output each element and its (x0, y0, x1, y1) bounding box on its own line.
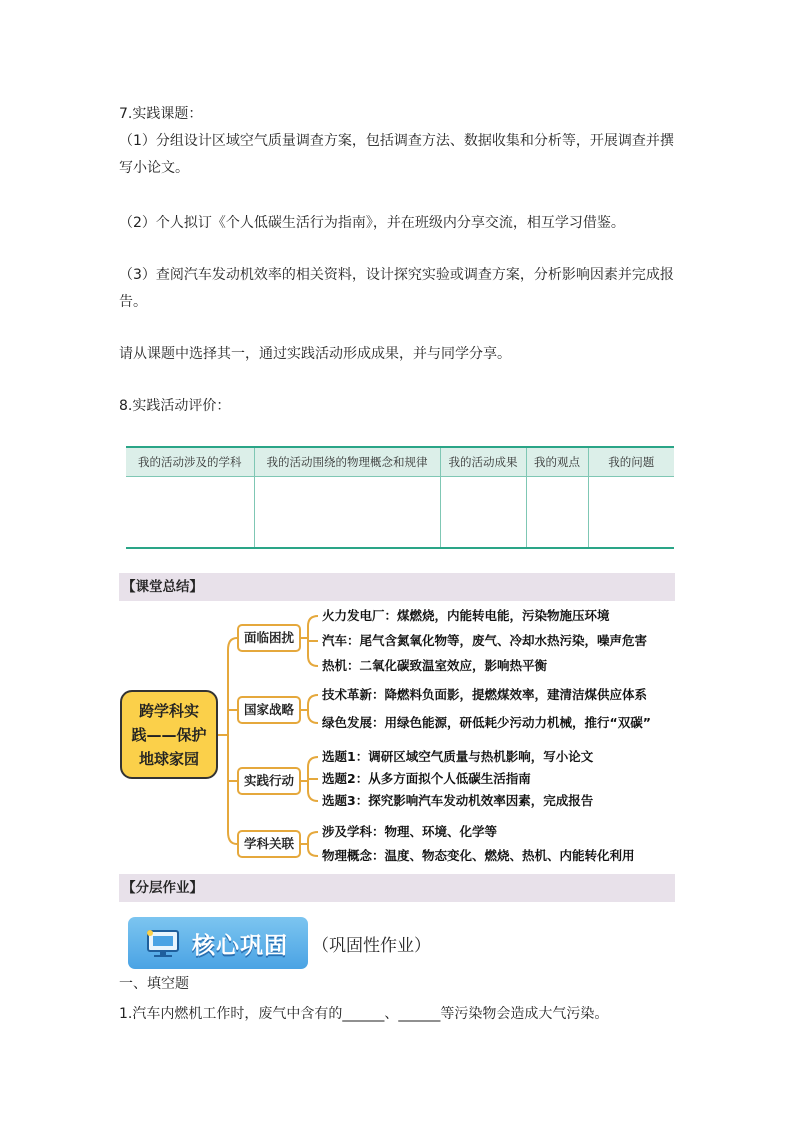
summary-title: 【课堂总结】 (119, 573, 675, 601)
homework-title: 【分层作业】 (119, 874, 675, 902)
root-line: 跨学科实 (138, 701, 199, 720)
branch-connector-trunk (228, 638, 237, 844)
leaf-bracket (308, 695, 318, 723)
evaluation-heading: 8.实践活动评价： (119, 398, 231, 414)
leaf-text: 汽车：尾气含氮氧化物等，废气、冷却水热污染，噪声危害 (322, 633, 648, 648)
branch-challenges: 面临困扰 (237, 624, 301, 652)
branch-subjects: 学科关联 (237, 830, 301, 858)
practice-item-3: （3）查阅汽车发动机效率的相关资料，设计探究实验或调查方案，分析影响因素并完成报告。 (119, 267, 674, 310)
leaf-text: 热机：二氧化碳致温室效应，影响热平衡 (322, 658, 548, 673)
column-header: 我的活动围绕的物理概念和规律 (254, 447, 440, 477)
branch-strategy: 国家战略 (237, 696, 301, 724)
computer-icon (144, 927, 184, 959)
fill-blank-section: 一、填空题 (119, 976, 189, 992)
core-banner (128, 917, 308, 969)
leaf-text: 火力发电厂：煤燃烧，内能转电能，污染物施压环境 (322, 608, 610, 623)
banner-note: （巩固性作业） (312, 936, 431, 956)
banner-label: 核心巩固 (192, 933, 288, 959)
practice-item-1: （1）分组设计区域空气质量调查方案，包括调查方法、数据收集和分析等，开展调查并撰写小论文。 (119, 133, 674, 176)
branch-action: 实践行动 (237, 767, 301, 795)
leaf-text: 技术革新：降燃料负面影，提燃煤效率，建清洁煤供应体系 (322, 687, 648, 702)
leaf-text: 选题3：探究影响汽车发动机效率因素，完成报告 (322, 793, 594, 808)
mindmap-root (120, 690, 218, 779)
root-line: 践——保护 (131, 725, 207, 744)
leaf-text: 绿色发展：用绿色能源，研低耗少污动力机械，推行“双碳” (322, 715, 651, 730)
question-1: 1.汽车内燃机工作时，废气中含有的______、______等污染物会造成大气污染。 (119, 1006, 609, 1022)
root-line: 地球家园 (138, 749, 199, 768)
leaf-text: 物理概念：温度、物态变化、燃烧、热机、内能转化利用 (322, 848, 635, 863)
leaf-bracket (308, 832, 318, 856)
column-header: 我的问题 (588, 447, 674, 477)
practice-heading: 7.实践课题： (119, 106, 203, 122)
practice-choose: 请从课题中选择其一，通过实践活动形成成果，并与同学分享。 (119, 346, 511, 362)
column-header: 我的观点 (526, 447, 588, 477)
leaf-text: 涉及学科：物理、环境、化学等 (322, 824, 498, 839)
leaf-text: 选题2：从多方面拟个人低碳生活指南 (322, 771, 531, 786)
column-header: 我的活动涉及的学科 (126, 447, 254, 477)
column-header: 我的活动成果 (440, 447, 526, 477)
practice-item-2: （2）个人拟订《个人低碳生活行为指南》，并在班级内分享交流，相互学习借鉴。 (119, 215, 625, 231)
leaf-text: 选题1：调研区域空气质量与热机影响，写小论文 (322, 749, 594, 764)
